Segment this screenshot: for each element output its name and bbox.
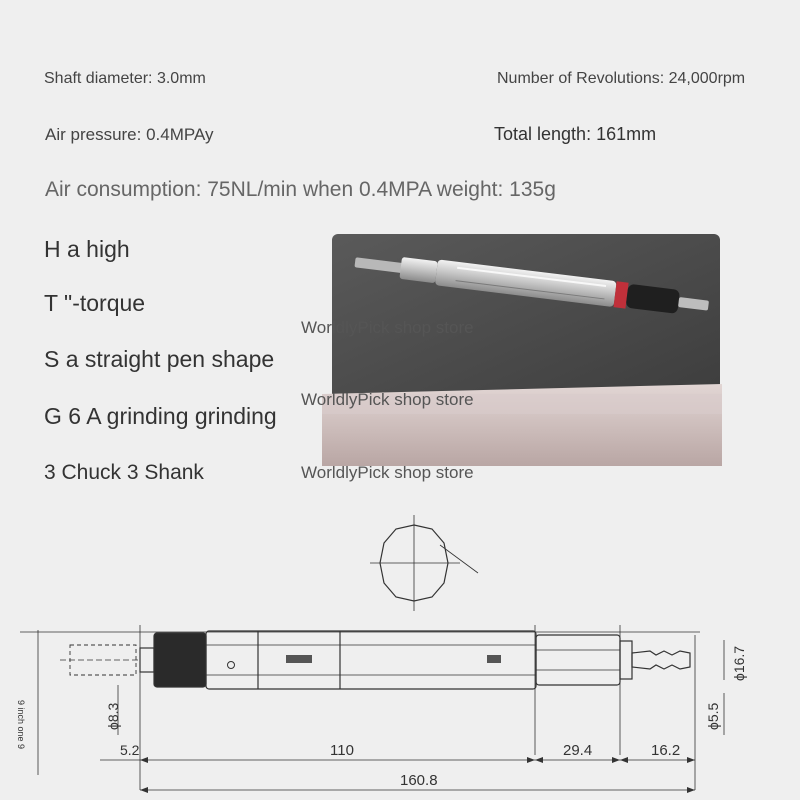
- watermark-1: WorldlyPick shop store: [301, 318, 474, 337]
- side-note: 9 inch one 9: [16, 700, 26, 750]
- spec-revolutions: Number of Revolutions: 24,000rpm: [497, 70, 746, 87]
- spec-total-length: Total length: 161mm: [494, 124, 657, 144]
- model-code-t: T "-torque: [44, 290, 146, 316]
- technical-drawing: [0, 505, 800, 800]
- dim-29-4: 29.4: [563, 742, 593, 759]
- model-code-chuck: 3 Chuck 3 Shank: [44, 461, 204, 484]
- watermark-3: WorldlyPick shop store: [301, 463, 474, 482]
- dim-110: 110: [330, 742, 354, 759]
- spec-air-pressure: Air pressure: 0.4MPAy: [45, 125, 214, 144]
- dim-phi-8-3: ϕ8.3: [105, 702, 121, 730]
- dim-phi-5-5: ϕ5.5: [705, 702, 721, 730]
- dim-5-2: 5.2: [120, 742, 140, 758]
- spec-shaft-diameter: Shaft diameter: 3.0mm: [44, 70, 206, 87]
- dim-phi-16-7: ϕ16.7: [731, 645, 747, 681]
- dim-16-2: 16.2: [651, 742, 681, 759]
- model-code-s: S a straight pen shape: [44, 346, 275, 372]
- model-code-g: G 6 A grinding grinding: [44, 403, 277, 429]
- product-photo: [322, 234, 722, 466]
- model-code-h: H a high: [44, 236, 130, 262]
- watermark-2: WorldlyPick shop store: [301, 390, 474, 409]
- spec-air-consumption: Air consumption: 75NL/min when 0.4MPA weight: 135g: [45, 178, 556, 201]
- dim-160-8: 160.8: [400, 772, 438, 789]
